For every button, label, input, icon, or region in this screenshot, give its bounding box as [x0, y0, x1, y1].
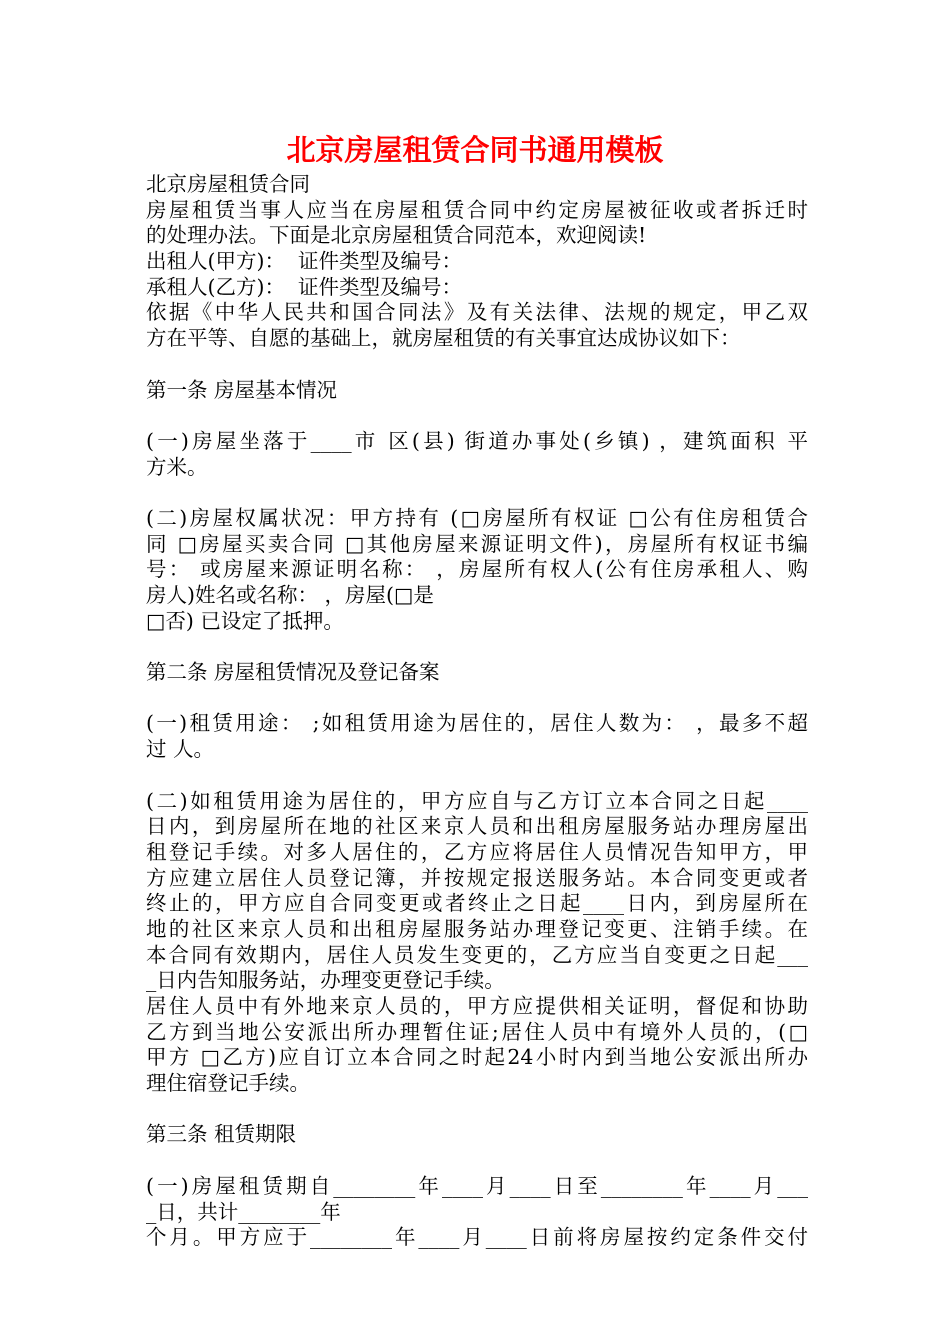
text-line: 号： 或房屋来源证明名称： ，房屋所有权人(公有住房承租人、购	[146, 557, 808, 582]
text-line: 终止的，甲方应自合同变更或者终止之日起____日内，到房屋所在	[146, 891, 808, 916]
text-line: 房人)姓名或名称： ，房屋(□是	[146, 583, 434, 607]
text-line: 个月。甲方应于________年____月____日前将房屋按约定条件交付	[146, 1225, 808, 1250]
blank-line	[146, 352, 808, 378]
blank-line	[146, 763, 808, 789]
text-line: 地的社区来京人员和出租房屋服务站办理登记变更、注销手续。在	[146, 916, 808, 941]
text-line: 的处理办法。下面是北京房屋租赁合同范本，欢迎阅读!	[146, 223, 647, 248]
blank-line	[146, 634, 808, 660]
blank-line	[146, 686, 808, 712]
blank-line	[146, 1097, 808, 1123]
text-line: 第二条 房屋租赁情况及登记备案	[146, 660, 440, 685]
text-line: 方米。	[146, 454, 208, 479]
text-line: 同 □房屋买卖合同 □其他房屋来源证明文件)，房屋所有权证书编	[146, 531, 808, 556]
text-line: 理住宿登记手续。	[146, 1071, 310, 1096]
text-line: 居住人员中有外地来京人员的，甲方应提供相关证明，督促和协助	[146, 994, 808, 1018]
text-line: _日内告知服务站，办理变更登记手续。	[146, 968, 505, 993]
text-line: 租登记手续。对多人居住的，乙方应将居住人员情况告知甲方，甲	[146, 839, 808, 864]
document-title: 北京房屋租赁合同书通用模板	[286, 133, 664, 167]
text-line: 依据《中华人民共和国合同法》及有关法律、法规的规定，甲乙双	[146, 300, 808, 325]
text-line: 房屋租赁当事人应当在房屋租赁合同中约定房屋被征收或者拆迁时	[146, 197, 808, 222]
text-line: 第一条 房屋基本情况	[146, 377, 338, 402]
text-line: 过 人。	[146, 737, 215, 762]
text-line: 方在平等、自愿的基础上，就房屋租赁的有关事宜达成协议如下：	[146, 326, 741, 351]
text-line: (二)房屋权属状况：甲方持有 (□房屋所有权证 □公有住房租赁合	[146, 505, 808, 530]
text-line: □否) 已设定了抵押。	[146, 608, 344, 633]
text-line: (一)租赁用途： ;如租赁用途为居住的，居住人数为： ，最多不超	[146, 711, 808, 736]
text-line: 北京房屋租赁合同	[146, 172, 310, 196]
blank-line	[146, 1148, 808, 1174]
text-line: 甲方 □乙方)应自订立本合同之时起24小时内到当地公安派出所办	[146, 1045, 808, 1070]
blank-line	[146, 403, 808, 429]
text-line: 本合同有效期内，居住人员发生变更的，乙方应当自变更之日起___	[146, 942, 808, 967]
text-line: 第三条 租赁期限	[146, 1122, 297, 1147]
text-line: 乙方到当地公安派出所办理暂住证;居住人员中有境外人员的，(□	[146, 1019, 808, 1044]
text-line: 方应建立居住人员登记簿，并按规定报送服务站。本合同变更或者	[146, 865, 808, 890]
text-line: 出租人(甲方)： 证件类型及编号：	[146, 249, 463, 274]
text-line: (二)如租赁用途为居住的，甲方应自与乙方订立本合同之日起____	[146, 788, 808, 813]
text-line: 日内，到房屋所在地的社区来京人员和出租房屋服务站办理房屋出	[146, 814, 808, 839]
text-line: _日，共计________年	[146, 1199, 341, 1224]
blank-line	[146, 480, 808, 506]
text-line: (一)房屋坐落于____市 区(县) 街道办事处(乡镇) ，建筑面积 平	[146, 428, 808, 453]
text-line: 承租人(乙方)： 证件类型及编号：	[146, 274, 463, 299]
text-line: (一)房屋租赁期自________年____月____日至________年____月___	[146, 1173, 808, 1198]
document-body	[146, 172, 808, 1251]
